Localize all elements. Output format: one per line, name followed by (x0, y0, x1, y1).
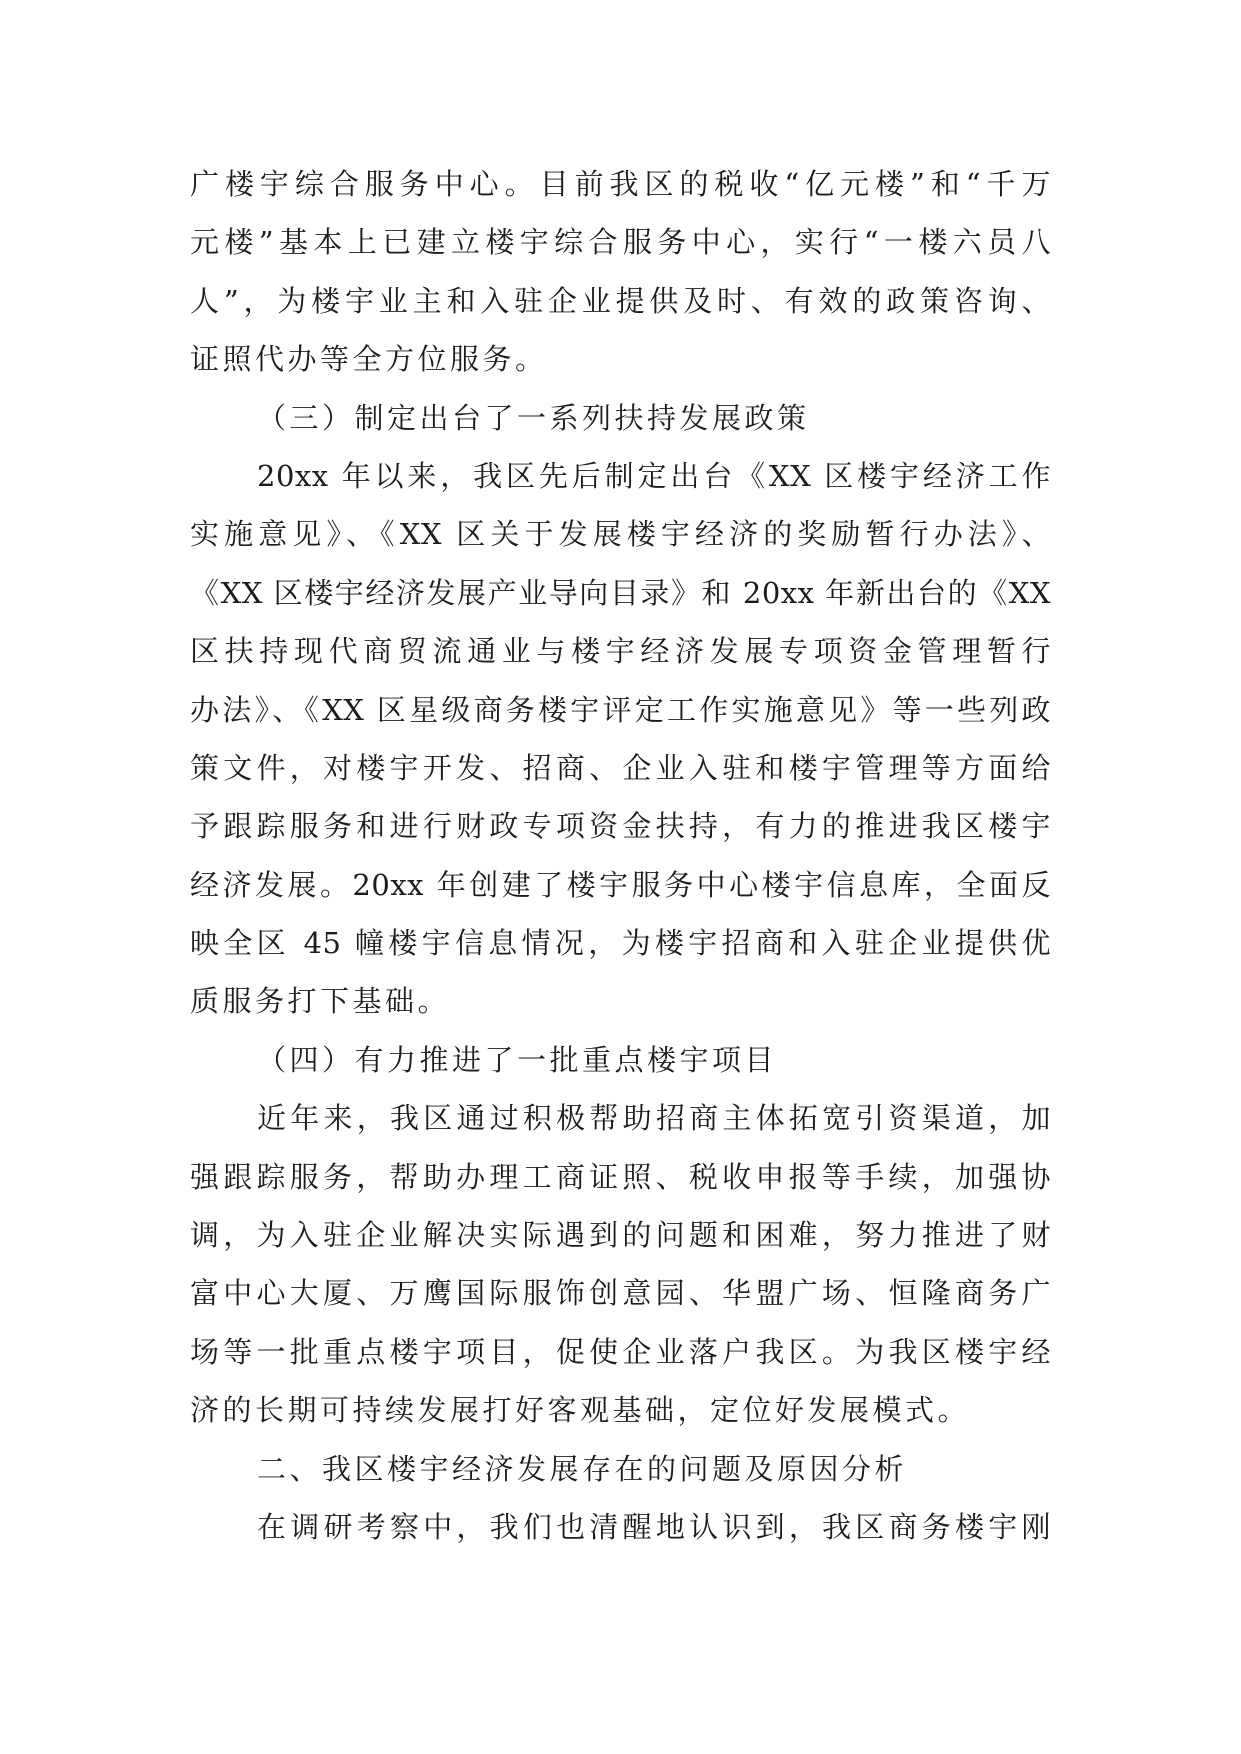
text-line: 策文件，对楼宇开发、招商、企业入驻和楼宇管理等方面给 (190, 750, 1051, 785)
text-line: 证照代办等全方位服务。 (190, 342, 548, 377)
section-heading-text: 二、我区楼宇经济发展存在的问题及原因分析 (257, 1451, 908, 1486)
text-line: 区扶持现代商贸流通业与楼宇经济发展专项资金管理暂行 (190, 634, 1051, 669)
text-line: 济的长期可持续发展打好客观基础，定位好发展模式。 (190, 1393, 971, 1428)
text-line: 近年来，我区通过积极帮助招商主体拓宽引资渠道，加 (257, 1101, 1051, 1136)
text-line: 映全区 45 幢楼宇信息情况，为楼宇招商和入驻企业提供优 (190, 926, 1051, 961)
text-line: 质服务打下基础。 (190, 984, 451, 1019)
paragraph (190, 1498, 1051, 1556)
section-heading (190, 389, 1051, 447)
text-line: 在调研考察中，我们也清醒地认识到，我区商务楼宇刚 (257, 1509, 1051, 1544)
paragraph (190, 155, 1051, 389)
text-line: 办法》、《XX 区星级商务楼宇评定工作实施意见》等一些列政 (190, 692, 1051, 727)
section-heading-text: （三）制定出台了一系列扶持发展政策 (257, 400, 810, 435)
text-line: 人”，为楼宇业主和入驻企业提供及时、有效的政策咨询、 (190, 283, 1051, 318)
text-line: 富中心大厦、万鹰国际服饰创意园、华盟广场、恒隆商务广 (190, 1276, 1051, 1311)
text-line: 实施意见》、《XX 区关于发展楼宇经济的奖励暂行办法》、 (190, 517, 1051, 552)
text-line: 调，为入驻企业解决实际遇到的问题和困难，努力推进了财 (190, 1218, 1051, 1253)
text-line: 经济发展。20xx 年创建了楼宇服务中心楼宇信息库，全面反 (190, 867, 1051, 902)
text-line: 广楼宇综合服务中心。目前我区的税收“亿元楼”和“千万 (190, 167, 1051, 201)
paragraph (190, 447, 1051, 1031)
text-line: 强跟踪服务，帮助办理工商证照、税收申报等手续，加强协 (190, 1159, 1051, 1194)
text-line: 20xx 年以来，我区先后制定出台《XX 区楼宇经济工作 (257, 458, 1051, 493)
text-line: 予跟踪服务和进行财政专项资金扶持，有力的推进我区楼宇 (190, 809, 1051, 844)
section-heading (190, 1031, 1051, 1089)
text-line: 场等一批重点楼宇项目，促使企业落户我区。为我区楼宇经 (190, 1334, 1051, 1369)
section-heading-text: （四）有力推进了一批重点楼宇项目 (257, 1042, 778, 1077)
text-line: 元楼”基本上已建立楼宇综合服务中心，实行“一楼六员八 (190, 225, 1051, 260)
section-heading (190, 1440, 1051, 1498)
paragraph (190, 1089, 1051, 1439)
text-line: 《XX 区楼宇经济发展产业导向目录》和 20xx 年新出台的《XX (190, 575, 1051, 610)
document-body (190, 155, 1051, 1556)
